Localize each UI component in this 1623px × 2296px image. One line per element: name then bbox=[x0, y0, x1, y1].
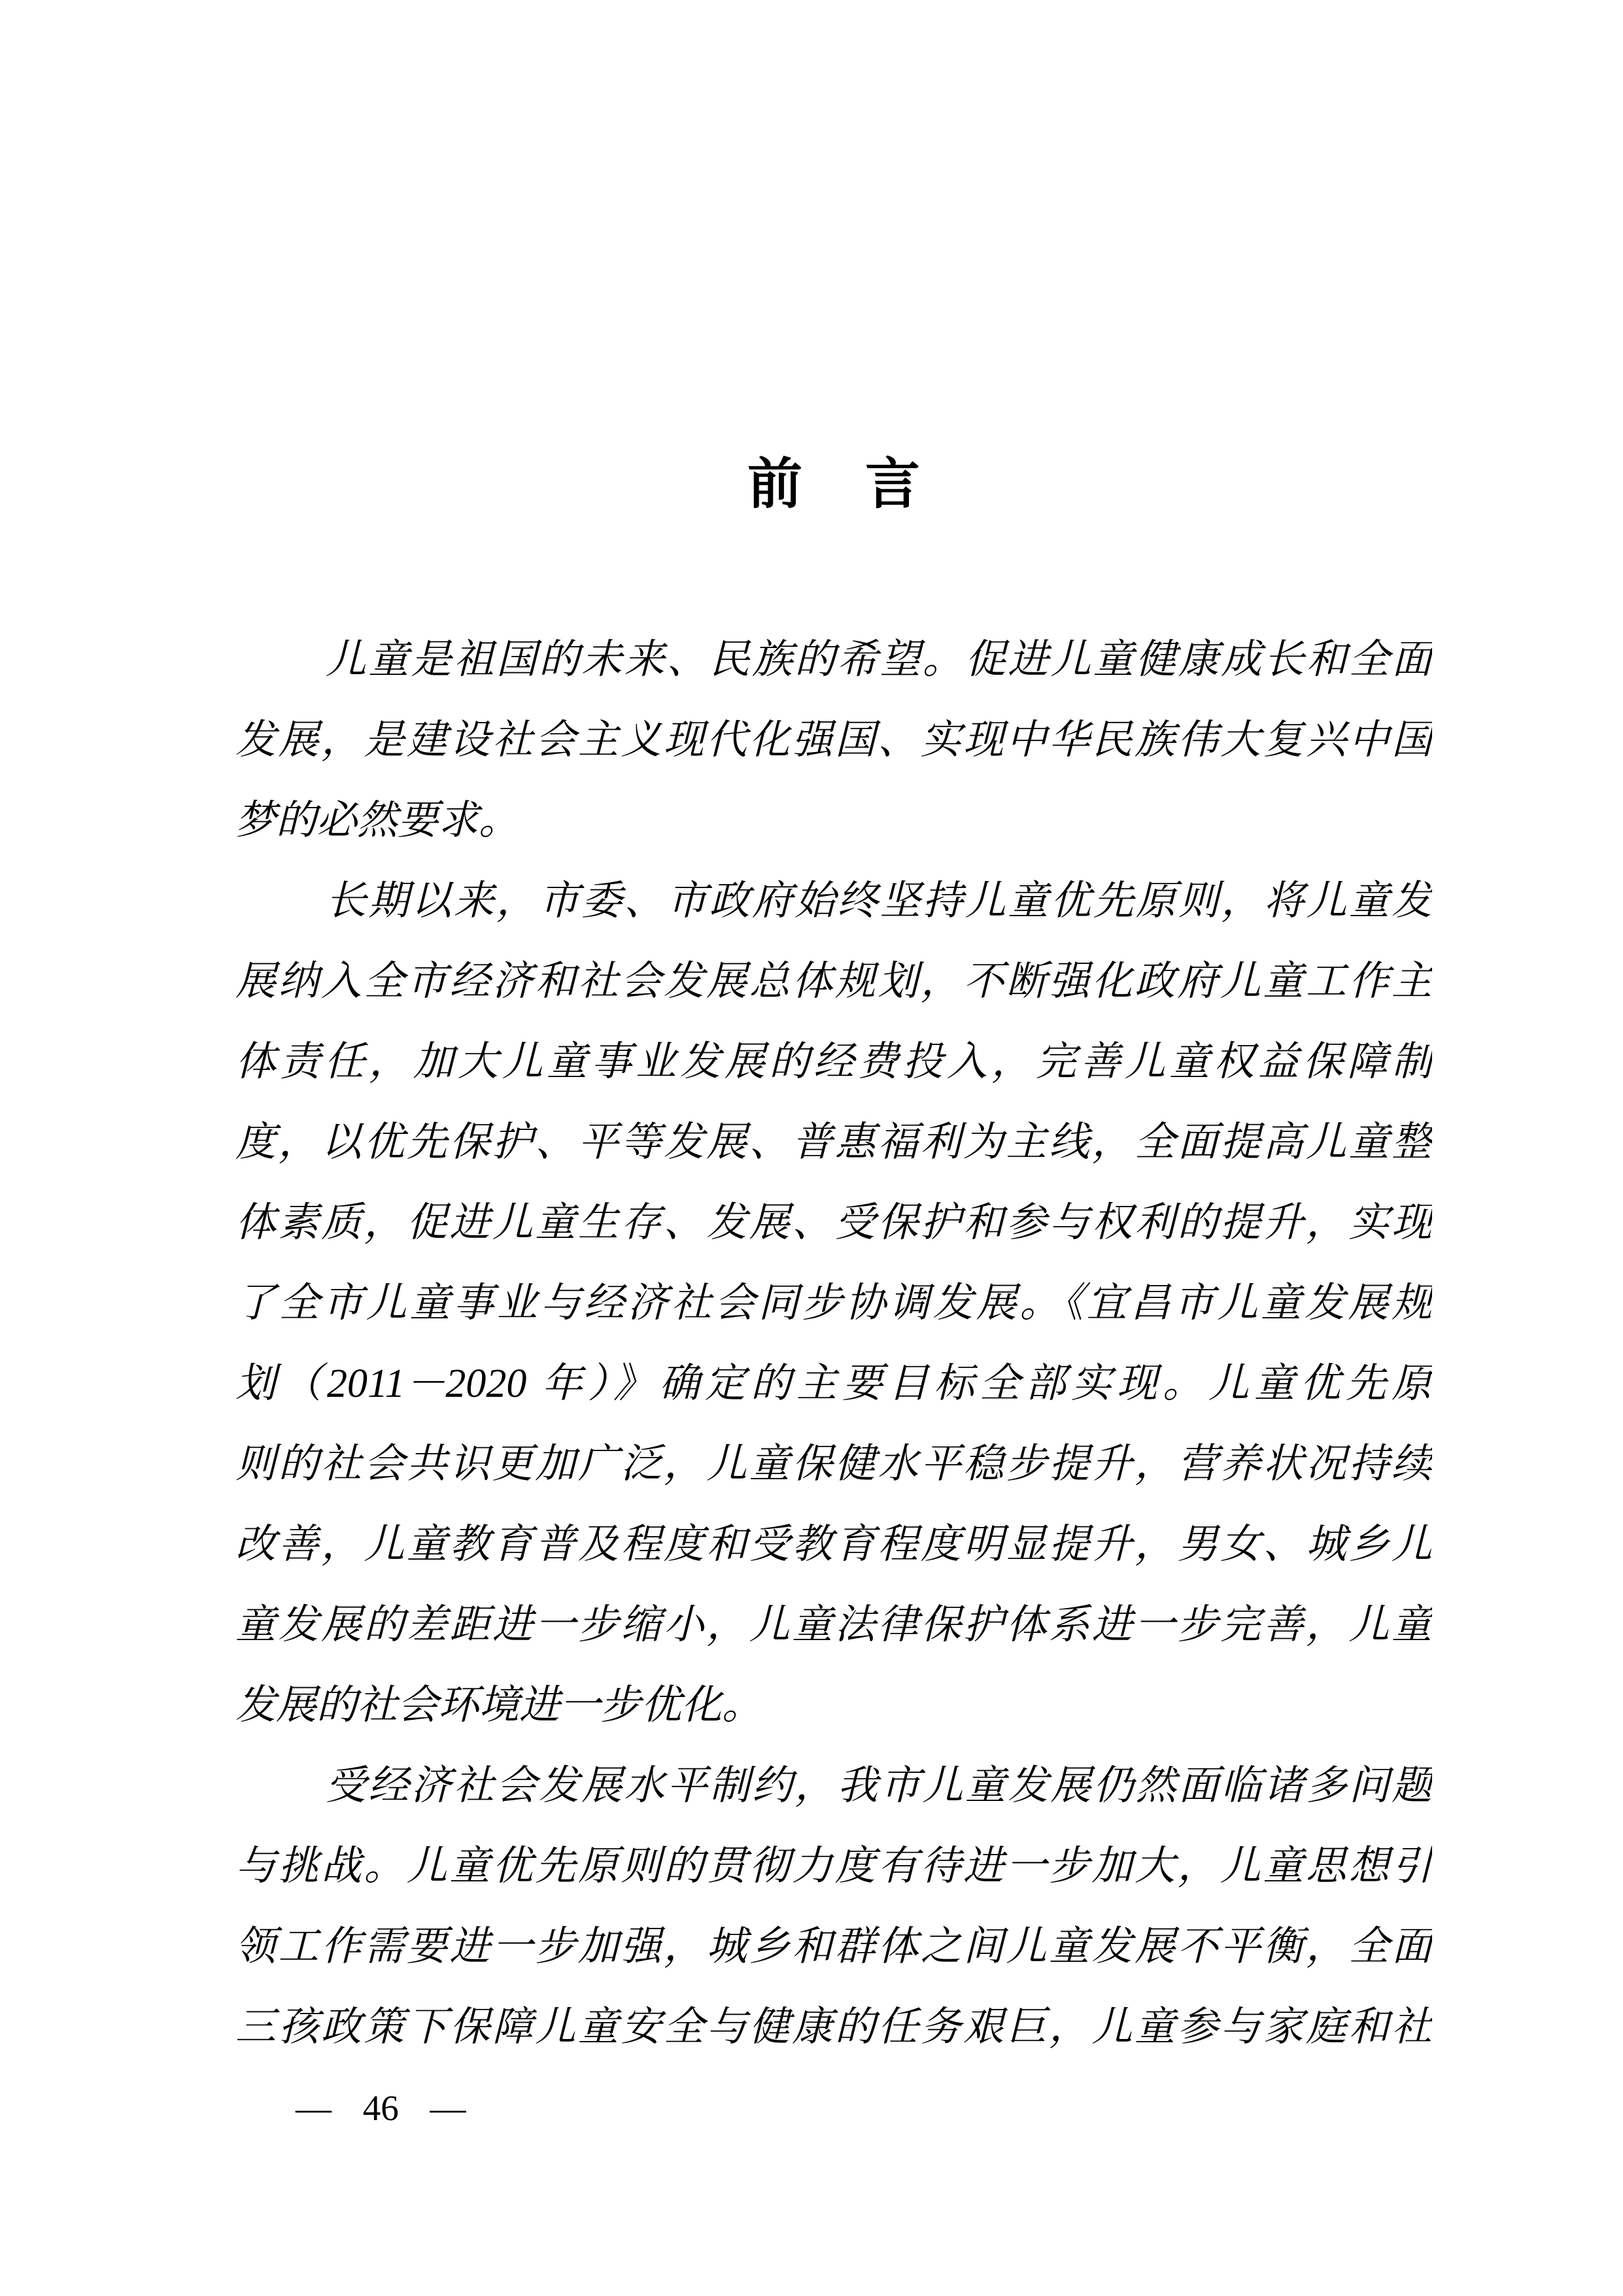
paragraph bbox=[235, 861, 1432, 1746]
text-line: 发展的社会环境进一步优化。 bbox=[235, 1683, 763, 1728]
text-line: 长期以来，市委、市政府始终坚持儿童优先原则，将儿童发 bbox=[326, 879, 1432, 923]
text-line: 改善，儿童教育普及程度和受教育程度明显提升，男女、城乡儿 bbox=[235, 1522, 1432, 1567]
page-title: 前 言 bbox=[747, 454, 924, 515]
text-line: 了全市儿童事业与经济社会同步协调发展。《宜昌市儿童发展规 bbox=[235, 1281, 1432, 1326]
text-line: 发展，是建设社会主义现代化强国、实现中华民族伟大复兴中国 bbox=[235, 718, 1432, 762]
text-line: 度，以优先保护、平等发展、普惠福利为主线，全面提高儿童整 bbox=[235, 1120, 1432, 1165]
text-line: 则的社会共识更加广泛，儿童保健水平稳步提升，营养状况持续 bbox=[235, 1442, 1432, 1486]
text-line: 儿童是祖国的未来、民族的希望。促进儿童健康成长和全面 bbox=[326, 638, 1432, 682]
document-body bbox=[235, 620, 1432, 2068]
text-line: 体责任，加大儿童事业发展的经费投入，完善儿童权益保障制 bbox=[235, 1040, 1432, 1084]
text-line: 划（2011－2020 年）》确定的主要目标全部实现。儿童优先原 bbox=[235, 1362, 1432, 1406]
text-line: 领工作需要进一步加强，城乡和群体之间儿童发展不平衡，全面 bbox=[235, 1925, 1432, 1969]
text-line: 童发展的差距进一步缩小，儿童法律保护体系进一步完善，儿童 bbox=[235, 1603, 1432, 1647]
text-line: 受经济社会发展水平制约，我市儿童发展仍然面临诸多问题 bbox=[326, 1764, 1432, 1808]
paragraph bbox=[235, 620, 1432, 861]
text-line: 三孩政策下保障儿童安全与健康的任务艰巨，儿童参与家庭和社 bbox=[235, 2005, 1432, 2049]
text-line: 梦的必然要求。 bbox=[235, 798, 520, 843]
text-line: 展纳入全市经济和社会发展总体规划，不断强化政府儿童工作主 bbox=[235, 959, 1432, 1004]
paragraph bbox=[235, 1746, 1432, 2068]
text-line: 体素质，促进儿童生存、发展、受保护和参与权利的提升，实现 bbox=[235, 1201, 1432, 1245]
text-line: 与挑战。儿童优先原则的贯彻力度有待进一步加大，儿童思想引 bbox=[235, 1844, 1432, 1889]
page-number: — 46 — bbox=[296, 2088, 466, 2128]
